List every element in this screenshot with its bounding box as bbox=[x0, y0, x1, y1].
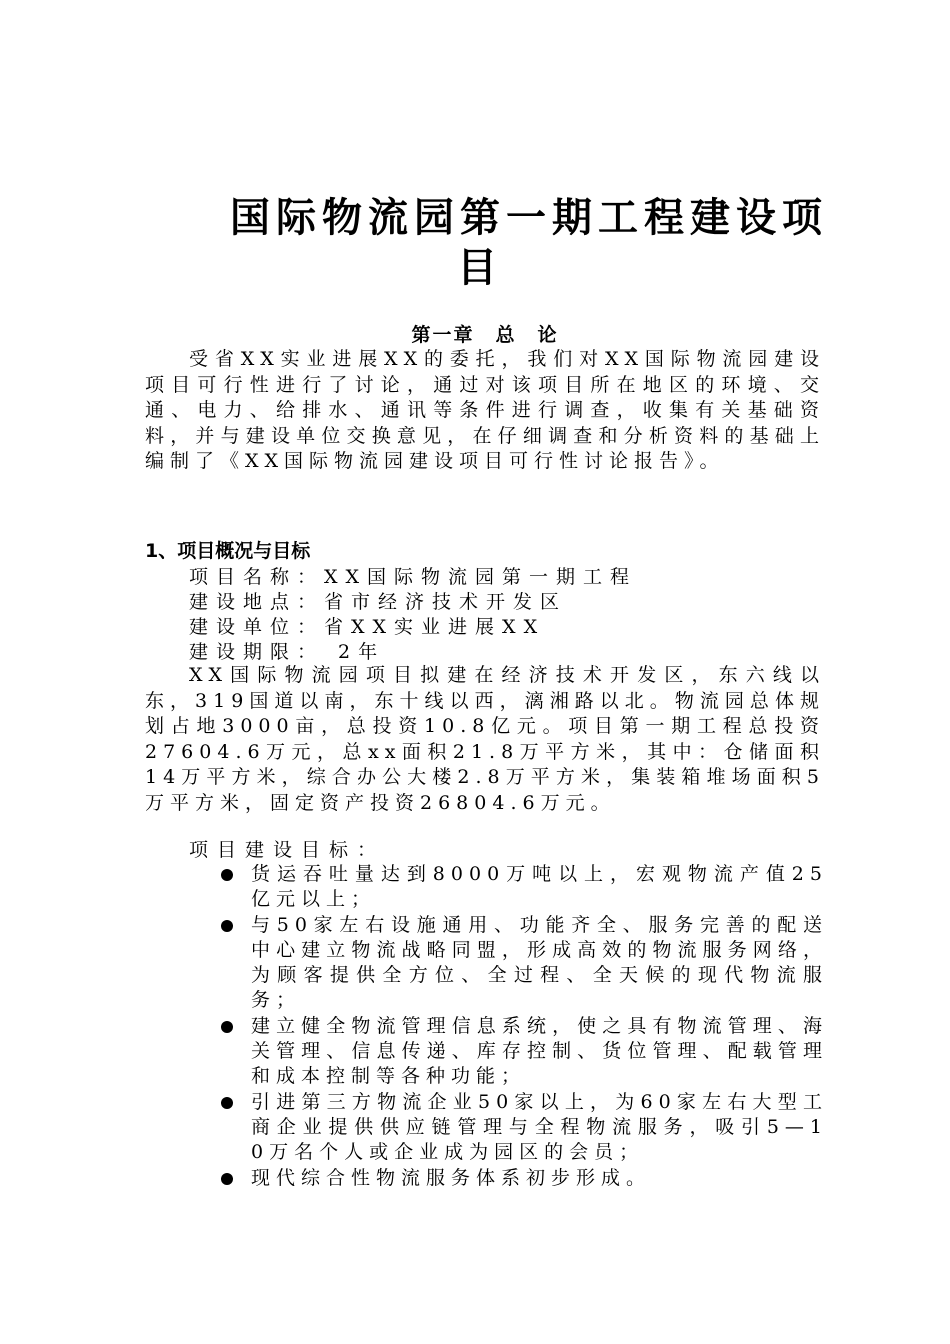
bullet-icon bbox=[221, 1021, 233, 1033]
bullet-icon bbox=[221, 920, 233, 932]
chapter-heading: 第一章 总 论 bbox=[411, 324, 559, 346]
goal-text: 引进第三方物流企业50家以上，为60家左右大型工商企业提供供应链管理与全程物流服务，吸引5—10万名个人或企业成为园区的会员； bbox=[251, 1090, 828, 1164]
fact-project-name: 项目名称：XX国际物流园第一期工程 bbox=[189, 566, 638, 588]
document-title-line1: 国际物流园第一期工程建设项 bbox=[230, 194, 828, 241]
goals-label: 项目建设目标： bbox=[189, 839, 386, 861]
list-item bbox=[218, 1090, 828, 1166]
bullet-icon bbox=[221, 869, 233, 881]
list-item bbox=[218, 913, 828, 1014]
goals-list bbox=[218, 862, 828, 1191]
document-title-line2: 目 bbox=[457, 244, 503, 291]
goal-text: 货运吞吐量达到8000万吨以上，宏观物流产值25亿元以上； bbox=[251, 863, 828, 911]
section-heading: 1、项目概况与目标 bbox=[145, 540, 311, 562]
list-item bbox=[218, 1014, 828, 1090]
goal-text: 与50家左右设施通用、功能齐全、服务完善的配送中心建立物流战略同盟，形成高效的物流服务网络，为顾客提供全方位、全过程、全天候的现代物流服务； bbox=[251, 913, 828, 1012]
goal-text: 现代综合性物流服务体系初步形成。 bbox=[251, 1166, 652, 1189]
list-item bbox=[218, 1166, 828, 1191]
fact-builder: 建设单位：省XX实业进展XX bbox=[189, 616, 546, 638]
bullet-icon bbox=[221, 1097, 233, 1109]
fact-duration: 建设期限： 2年 bbox=[189, 641, 386, 663]
bullet-icon bbox=[221, 1173, 233, 1185]
document-title bbox=[230, 193, 850, 293]
fact-location: 建设地点：省市经济技术开发区 bbox=[189, 591, 568, 613]
list-item bbox=[218, 862, 828, 913]
intro-paragraph: 受省XX实业进展XX的委托，我们对XX国际物流园建设项目可行性进行了讨论，通过对该项目所在地区的环境、交通、电力、给排水、通讯等条件进行调查，收集有关基础资料，并与建设单位交换意见，在仔细调查和分析资料的基础上编制了《XX国际物流园建设项目可行性讨论报告》。 bbox=[145, 348, 825, 472]
goal-text: 建立健全物流管理信息系统，使之具有物流管理、海关管理、信息传递、库存控制、货位管理、配载管理和成本控制等各种功能； bbox=[251, 1014, 828, 1088]
overview-paragraph: XX国际物流园项目拟建在经济技术开发区，东六线以东，319国道以南，东十线以西，漓湘路以北。物流园总体规划占地3000亩，总投资10.8亿元。项目第一期工程总投资27604.6万元，总xx面积21.8万平方米，其中：仓储面积14万平方米，综合办公大楼2.8万平方米，集装箱堆场面积5万平方米，固定资产投资26804.6万元。 bbox=[145, 664, 825, 814]
